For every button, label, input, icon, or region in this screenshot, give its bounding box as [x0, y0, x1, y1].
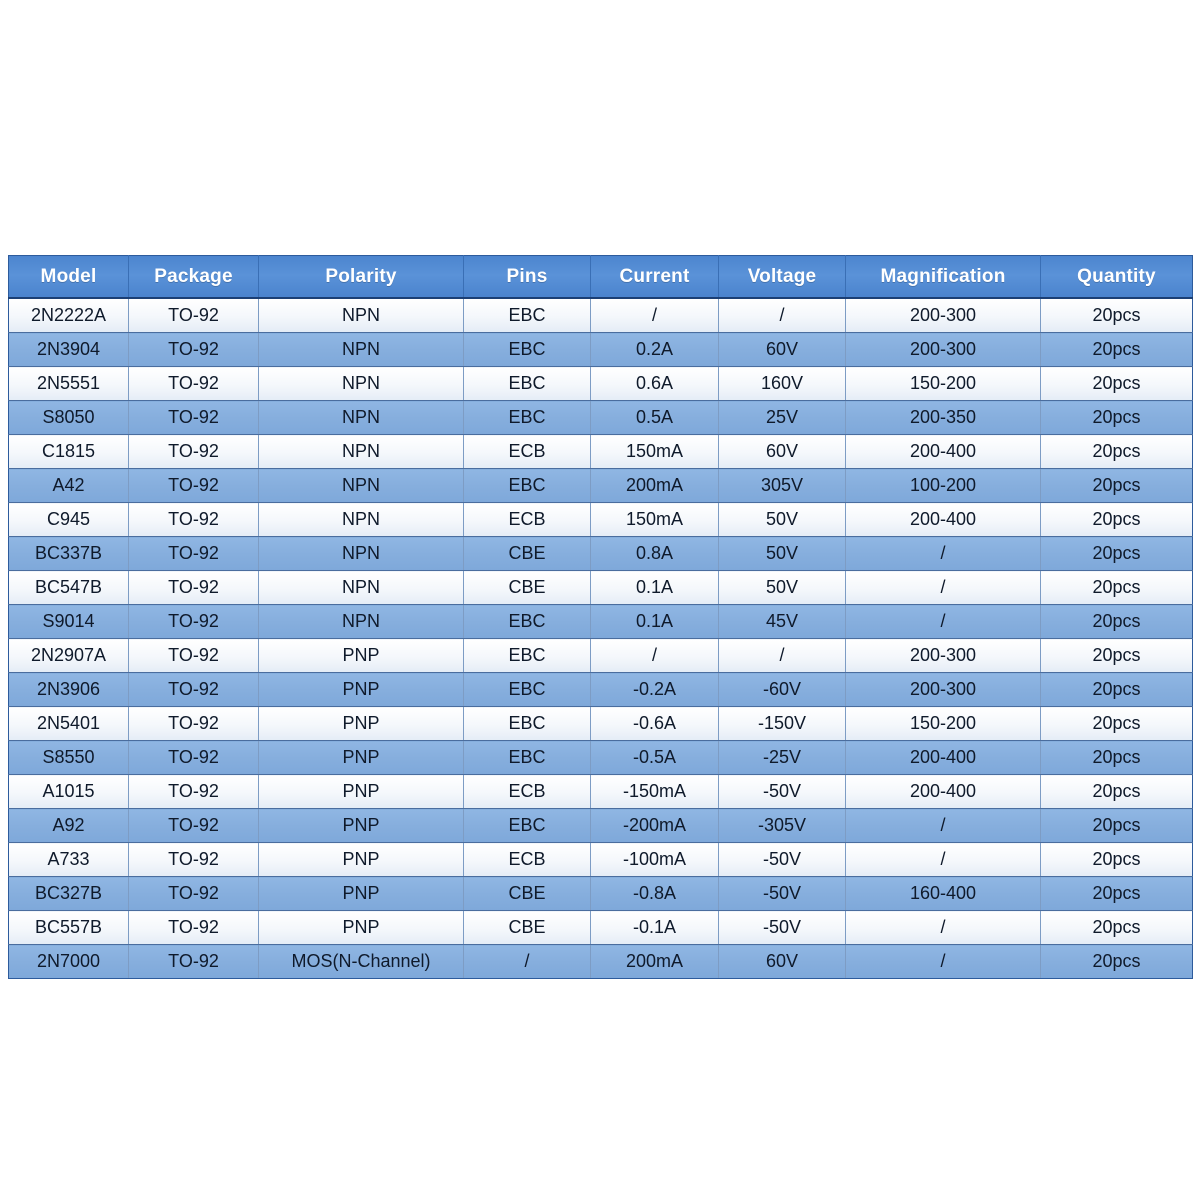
cell-quantity: 20pcs	[1041, 537, 1193, 571]
cell-package: TO-92	[129, 605, 259, 639]
cell-polarity: NPN	[259, 605, 464, 639]
cell-current: /	[591, 639, 719, 673]
cell-package: TO-92	[129, 945, 259, 979]
cell-polarity: NPN	[259, 503, 464, 537]
cell-pins: EBC	[464, 809, 591, 843]
cell-package: TO-92	[129, 911, 259, 945]
cell-quantity: 20pcs	[1041, 911, 1193, 945]
cell-magnification: 200-300	[846, 639, 1041, 673]
cell-pins: ECB	[464, 503, 591, 537]
cell-voltage: 25V	[719, 401, 846, 435]
cell-quantity: 20pcs	[1041, 435, 1193, 469]
cell-pins: CBE	[464, 877, 591, 911]
cell-pins: ECB	[464, 775, 591, 809]
cell-magnification: /	[846, 945, 1041, 979]
cell-voltage: 50V	[719, 503, 846, 537]
table-row[interactable]	[9, 877, 1193, 911]
cell-voltage: -150V	[719, 707, 846, 741]
table-row[interactable]	[9, 367, 1193, 401]
cell-magnification: /	[846, 571, 1041, 605]
cell-voltage: -50V	[719, 877, 846, 911]
cell-current: /	[591, 298, 719, 333]
cell-current: -0.2A	[591, 673, 719, 707]
cell-model: S8550	[9, 741, 129, 775]
cell-pins: EBC	[464, 639, 591, 673]
cell-quantity: 20pcs	[1041, 673, 1193, 707]
cell-magnification: 200-400	[846, 435, 1041, 469]
cell-quantity: 20pcs	[1041, 503, 1193, 537]
cell-magnification: 150-200	[846, 367, 1041, 401]
cell-polarity: PNP	[259, 707, 464, 741]
cell-polarity: NPN	[259, 435, 464, 469]
cell-pins: /	[464, 945, 591, 979]
table-row[interactable]	[9, 741, 1193, 775]
cell-model: A1015	[9, 775, 129, 809]
cell-current: 150mA	[591, 435, 719, 469]
cell-quantity: 20pcs	[1041, 469, 1193, 503]
cell-model: C945	[9, 503, 129, 537]
cell-pins: EBC	[464, 367, 591, 401]
cell-current: 0.8A	[591, 537, 719, 571]
cell-pins: CBE	[464, 571, 591, 605]
cell-current: -0.1A	[591, 911, 719, 945]
cell-magnification: 200-300	[846, 298, 1041, 333]
spec-table-container	[8, 255, 1192, 979]
cell-voltage: 50V	[719, 537, 846, 571]
cell-current: -150mA	[591, 775, 719, 809]
table-header	[9, 256, 1193, 299]
cell-quantity: 20pcs	[1041, 401, 1193, 435]
cell-magnification: /	[846, 537, 1041, 571]
cell-pins: ECB	[464, 435, 591, 469]
cell-pins: ECB	[464, 843, 591, 877]
cell-voltage: 60V	[719, 333, 846, 367]
cell-quantity: 20pcs	[1041, 333, 1193, 367]
cell-package: TO-92	[129, 673, 259, 707]
table-row[interactable]	[9, 469, 1193, 503]
cell-magnification: 200-350	[846, 401, 1041, 435]
cell-model: 2N2907A	[9, 639, 129, 673]
cell-quantity: 20pcs	[1041, 843, 1193, 877]
cell-polarity: PNP	[259, 741, 464, 775]
cell-pins: EBC	[464, 333, 591, 367]
cell-package: TO-92	[129, 367, 259, 401]
cell-voltage: 60V	[719, 435, 846, 469]
cell-model: 2N2222A	[9, 298, 129, 333]
cell-voltage: -60V	[719, 673, 846, 707]
cell-quantity: 20pcs	[1041, 605, 1193, 639]
column-header-pins[interactable]: Pins	[464, 256, 591, 299]
column-header-voltage[interactable]: Voltage	[719, 256, 846, 299]
table-row[interactable]	[9, 605, 1193, 639]
cell-current: 0.2A	[591, 333, 719, 367]
table-row[interactable]	[9, 843, 1193, 877]
cell-package: TO-92	[129, 639, 259, 673]
cell-polarity: PNP	[259, 673, 464, 707]
cell-pins: EBC	[464, 707, 591, 741]
cell-package: TO-92	[129, 503, 259, 537]
cell-package: TO-92	[129, 298, 259, 333]
cell-model: S8050	[9, 401, 129, 435]
table-row[interactable]	[9, 707, 1193, 741]
cell-current: 0.1A	[591, 605, 719, 639]
cell-current: -100mA	[591, 843, 719, 877]
table-row[interactable]	[9, 639, 1193, 673]
table-row[interactable]	[9, 503, 1193, 537]
column-header-quantity[interactable]: Quantity	[1041, 256, 1193, 299]
cell-voltage: -50V	[719, 775, 846, 809]
cell-quantity: 20pcs	[1041, 367, 1193, 401]
cell-voltage: -25V	[719, 741, 846, 775]
cell-model: BC547B	[9, 571, 129, 605]
cell-pins: EBC	[464, 469, 591, 503]
table-body	[9, 298, 1193, 979]
cell-model: 2N5551	[9, 367, 129, 401]
header-row	[9, 256, 1193, 299]
cell-quantity: 20pcs	[1041, 298, 1193, 333]
cell-model: 2N3904	[9, 333, 129, 367]
cell-magnification: /	[846, 809, 1041, 843]
cell-polarity: PNP	[259, 809, 464, 843]
cell-model: BC557B	[9, 911, 129, 945]
table-row[interactable]	[9, 333, 1193, 367]
cell-package: TO-92	[129, 537, 259, 571]
table-row[interactable]	[9, 537, 1193, 571]
cell-model: A92	[9, 809, 129, 843]
cell-quantity: 20pcs	[1041, 775, 1193, 809]
cell-polarity: PNP	[259, 843, 464, 877]
table-row[interactable]	[9, 809, 1193, 843]
cell-model: BC337B	[9, 537, 129, 571]
table-row[interactable]	[9, 673, 1193, 707]
cell-voltage: -50V	[719, 911, 846, 945]
cell-quantity: 20pcs	[1041, 741, 1193, 775]
cell-polarity: NPN	[259, 367, 464, 401]
cell-pins: CBE	[464, 537, 591, 571]
table-row[interactable]	[9, 298, 1193, 333]
cell-package: TO-92	[129, 877, 259, 911]
table-row[interactable]	[9, 571, 1193, 605]
cell-current: -200mA	[591, 809, 719, 843]
cell-current: -0.8A	[591, 877, 719, 911]
cell-magnification: 160-400	[846, 877, 1041, 911]
cell-polarity: NPN	[259, 333, 464, 367]
cell-voltage: -305V	[719, 809, 846, 843]
cell-model: 2N3906	[9, 673, 129, 707]
column-header-package[interactable]: Package	[129, 256, 259, 299]
cell-package: TO-92	[129, 741, 259, 775]
cell-voltage: 160V	[719, 367, 846, 401]
cell-magnification: 200-400	[846, 741, 1041, 775]
cell-package: TO-92	[129, 469, 259, 503]
cell-current: -0.6A	[591, 707, 719, 741]
cell-quantity: 20pcs	[1041, 877, 1193, 911]
cell-model: A42	[9, 469, 129, 503]
cell-polarity: PNP	[259, 911, 464, 945]
cell-pins: EBC	[464, 741, 591, 775]
cell-model: 2N5401	[9, 707, 129, 741]
cell-current: 0.5A	[591, 401, 719, 435]
cell-magnification: 100-200	[846, 469, 1041, 503]
cell-pins: EBC	[464, 605, 591, 639]
cell-current: 200mA	[591, 945, 719, 979]
cell-pins: EBC	[464, 673, 591, 707]
table-row[interactable]	[9, 435, 1193, 469]
cell-magnification: 150-200	[846, 707, 1041, 741]
cell-quantity: 20pcs	[1041, 707, 1193, 741]
cell-model: 2N7000	[9, 945, 129, 979]
cell-model: BC327B	[9, 877, 129, 911]
cell-package: TO-92	[129, 571, 259, 605]
cell-package: TO-92	[129, 333, 259, 367]
cell-magnification: 200-400	[846, 775, 1041, 809]
cell-pins: EBC	[464, 401, 591, 435]
column-header-magnification[interactable]: Magnification	[846, 256, 1041, 299]
cell-polarity: NPN	[259, 298, 464, 333]
column-header-polarity[interactable]: Polarity	[259, 256, 464, 299]
cell-package: TO-92	[129, 809, 259, 843]
table-row[interactable]	[9, 911, 1193, 945]
table-row[interactable]	[9, 775, 1193, 809]
cell-quantity: 20pcs	[1041, 945, 1193, 979]
cell-current: 0.1A	[591, 571, 719, 605]
cell-package: TO-92	[129, 775, 259, 809]
cell-magnification: /	[846, 843, 1041, 877]
cell-model: C1815	[9, 435, 129, 469]
column-header-model[interactable]: Model	[9, 256, 129, 299]
cell-voltage: /	[719, 639, 846, 673]
cell-current: 150mA	[591, 503, 719, 537]
cell-polarity: NPN	[259, 571, 464, 605]
table-row[interactable]	[9, 401, 1193, 435]
cell-package: TO-92	[129, 435, 259, 469]
cell-model: S9014	[9, 605, 129, 639]
cell-magnification: 200-400	[846, 503, 1041, 537]
cell-polarity: PNP	[259, 775, 464, 809]
cell-package: TO-92	[129, 843, 259, 877]
cell-quantity: 20pcs	[1041, 809, 1193, 843]
cell-magnification: /	[846, 605, 1041, 639]
cell-magnification: 200-300	[846, 333, 1041, 367]
cell-model: A733	[9, 843, 129, 877]
cell-voltage: 45V	[719, 605, 846, 639]
cell-quantity: 20pcs	[1041, 571, 1193, 605]
cell-polarity: NPN	[259, 401, 464, 435]
cell-pins: EBC	[464, 298, 591, 333]
cell-quantity: 20pcs	[1041, 639, 1193, 673]
cell-polarity: PNP	[259, 877, 464, 911]
cell-current: 200mA	[591, 469, 719, 503]
cell-polarity: MOS(N-Channel)	[259, 945, 464, 979]
transistor-spec-table	[8, 255, 1193, 979]
cell-polarity: NPN	[259, 537, 464, 571]
cell-magnification: 200-300	[846, 673, 1041, 707]
cell-current: 0.6A	[591, 367, 719, 401]
cell-voltage: 60V	[719, 945, 846, 979]
cell-polarity: PNP	[259, 639, 464, 673]
cell-voltage: -50V	[719, 843, 846, 877]
cell-voltage: /	[719, 298, 846, 333]
cell-magnification: /	[846, 911, 1041, 945]
cell-current: -0.5A	[591, 741, 719, 775]
cell-pins: CBE	[464, 911, 591, 945]
cell-voltage: 305V	[719, 469, 846, 503]
table-row[interactable]	[9, 945, 1193, 979]
cell-polarity: NPN	[259, 469, 464, 503]
cell-package: TO-92	[129, 707, 259, 741]
column-header-current[interactable]: Current	[591, 256, 719, 299]
cell-package: TO-92	[129, 401, 259, 435]
cell-voltage: 50V	[719, 571, 846, 605]
